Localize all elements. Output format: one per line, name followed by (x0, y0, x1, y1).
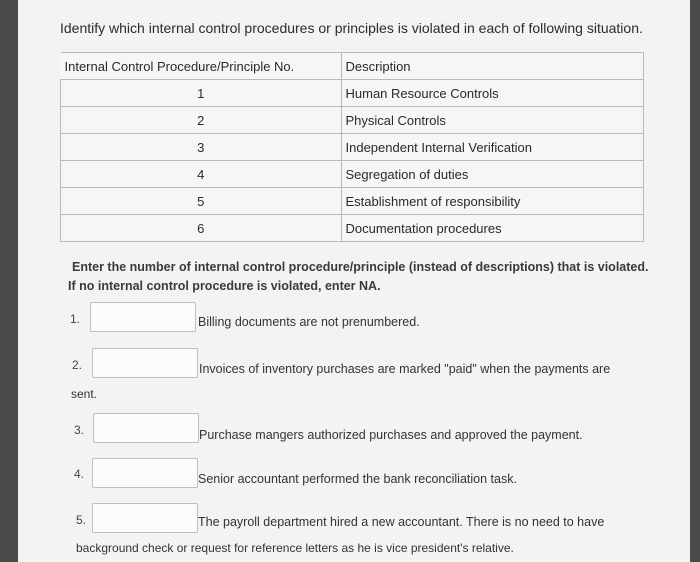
row-number: 2 (61, 107, 342, 134)
item-text: Senior accountant performed the bank reconciliation task. (198, 472, 517, 486)
item-number: 2. (72, 358, 83, 372)
item-number: 1. (70, 312, 81, 326)
item-text-continuation: background check or request for reference letters as he is vice president's relative. (76, 541, 514, 555)
header-procedure-no: Internal Control Procedure/Principle No. (61, 53, 342, 80)
question-text: Identify which internal control procedures or principles is violated in each of following situation. (60, 20, 643, 36)
table-row (61, 188, 644, 215)
answer-input-3[interactable] (93, 413, 199, 443)
row-description: Segregation of duties (341, 161, 644, 188)
table-row (61, 161, 644, 188)
answer-input-2[interactable] (92, 348, 198, 378)
question-page (18, 0, 690, 562)
header-description: Description (341, 53, 644, 80)
instructions-line-1: Enter the number of internal control procedure/principle (instead of descriptions) that is violated. (72, 260, 649, 274)
answer-input-1[interactable] (90, 302, 196, 332)
instructions (68, 258, 668, 296)
table-row (61, 107, 644, 134)
row-description: Independent Internal Verification (341, 134, 644, 161)
controls-table (60, 52, 644, 242)
row-description: Physical Controls (341, 107, 644, 134)
row-number: 4 (61, 161, 342, 188)
row-number: 1 (61, 80, 342, 107)
item-number: 3. (74, 423, 85, 437)
item-text: Purchase mangers authorized purchases and approved the payment. (199, 428, 583, 442)
row-description: Documentation procedures (341, 215, 644, 242)
row-description: Human Resource Controls (341, 80, 644, 107)
instructions-line-2: If no internal control procedure is violated, enter NA. (68, 279, 381, 293)
table-row (61, 80, 644, 107)
item-text: Invoices of inventory purchases are marked "paid" when the payments are (199, 362, 611, 376)
answer-input-5[interactable] (92, 503, 198, 533)
item-text: The payroll department hired a new accountant. There is no need to have (198, 515, 605, 529)
table-header-row (61, 53, 644, 80)
row-number: 6 (61, 215, 342, 242)
row-number: 3 (61, 134, 342, 161)
row-number: 5 (61, 188, 342, 215)
item-text: Billing documents are not prenumbered. (198, 315, 420, 329)
answer-input-4[interactable] (92, 458, 198, 488)
table-row (61, 134, 644, 161)
item-text-continuation: sent. (71, 387, 98, 401)
item-number: 4. (74, 467, 85, 481)
item-number: 5. (76, 513, 87, 527)
table-row (61, 215, 644, 242)
row-description: Establishment of responsibility (341, 188, 644, 215)
